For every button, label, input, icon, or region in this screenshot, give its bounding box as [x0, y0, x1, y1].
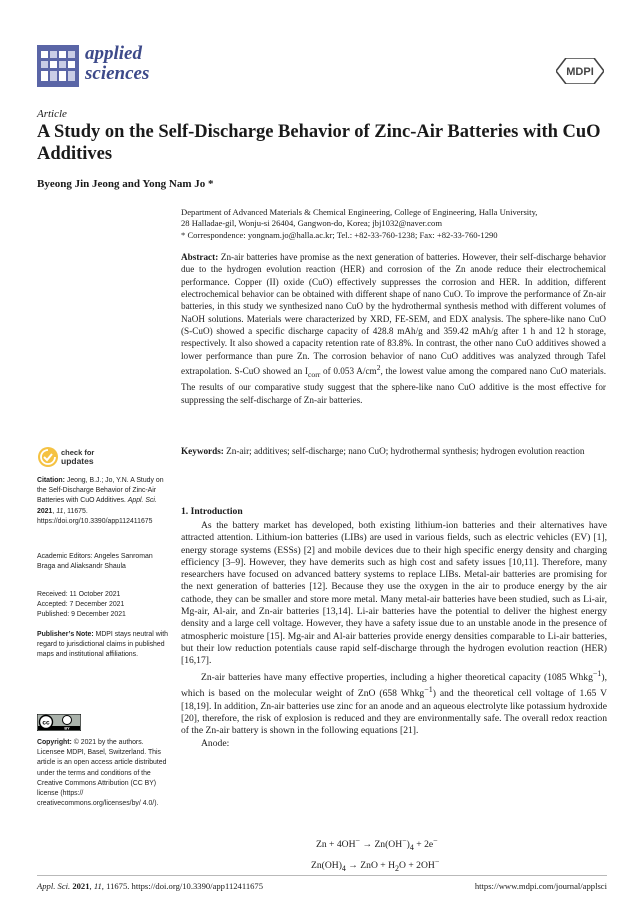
- copyright-block: [37, 738, 172, 809]
- citation-separator: ,: [52, 507, 57, 515]
- article-type: Article: [37, 108, 67, 120]
- copyright-text: © 2021 by the authors. Licensee MDPI, Basel, Switzerland. This article is an open access article distributed under the terms and conditions of the Creative Commons Attribution (CC BY) license (https:// creativecommons.org/licenses/by/ 4.0/).: [37, 739, 167, 808]
- paper-title: A Study on the Self-Discharge Behavior of Zinc-Air Batteries with CuO Additives: [37, 122, 601, 164]
- citation-journal: Appl. Sci.: [127, 497, 157, 505]
- equation-2: [311, 857, 439, 873]
- section-body: [181, 520, 607, 751]
- paragraph-superscript: −1: [592, 668, 602, 678]
- citation-block: [37, 476, 172, 527]
- abstract-text: Zn-air batteries have promise as the next generation of batteries. However, their self-discharge behavior due to the hydrogen evolution reaction (HER) and corrosion of the Zn anode reduce their electrochemical performance. Copper (II) oxide (CuO) effectively suppresses the corrosion and HER. In addition, different electrochemical behavior can be obtained with different shape of nano CuO. To improve the performance of Zn-air batteries, in this study we synthesized nano CuO by the hydrothermal synthesis method with different volumes of NaOH solutions. Materials were characterized by XRD, FE-SEM, and EDX analysis. The sphere-like nano CuO (S-CuO) showed a specific discharge capacity of 428.8 mAh/g and 359.42 mAh/g after 1 h and 12 h storage, respectively. It also showed a capacity retention rate of 83.8%. In contrast, the other nano CuO additives showed a lower performance than pure Zn. The corrosion behavior of nano CuO additives was analyzed through Tafel extrapolation. S-CuO showed an I: [181, 252, 606, 377]
- affiliation-block: [181, 207, 611, 241]
- abstract-text: of 0.053 A/cm: [320, 366, 377, 377]
- publisher-note: [37, 630, 172, 661]
- citation-text: Jeong, B.J.; Jo, Y.N. A Study on the Self-Discharge Behavior of Zinc-Air Batteries with CuO Additives.: [37, 477, 164, 505]
- abstract: [181, 251, 606, 406]
- keywords: [181, 445, 606, 457]
- footer-volume: 11: [93, 881, 102, 891]
- citation-label: Citation:: [37, 477, 65, 484]
- footer-separator: ,: [89, 881, 94, 891]
- section-heading: 1. Introduction: [181, 506, 243, 517]
- equation-superscript: −: [355, 836, 361, 845]
- abstract-text: , the lowest value among the compared nano CuO materials. The results of our comparative study suggest that the sphere-like nano CuO additive is the most effective for suppressing the self-discharge of Zn-air batteries.: [181, 366, 606, 405]
- abstract-superscript: 2: [376, 363, 381, 373]
- cc-by-license-icon[interactable]: [37, 714, 81, 731]
- published-date: Published: 9 December 2021: [37, 611, 126, 619]
- footer-citation: [37, 881, 263, 891]
- by-logo-text: BY: [64, 726, 70, 731]
- equation-subscript: 4: [409, 843, 414, 853]
- journal-logo-icon: [37, 45, 79, 87]
- paragraph-text: ), which is based on the molecular weight of ZnO (658 Whkg: [181, 671, 607, 700]
- paragraph-superscript: −1: [424, 685, 433, 695]
- citation-volume: 11: [56, 507, 64, 515]
- citation-year: 2021: [37, 507, 53, 515]
- equation-superscript: −: [434, 857, 440, 866]
- check-updates-icon: [37, 446, 59, 468]
- academic-editors: Academic Editors: Angeles Sanroman Braga and Aliaksandr Shaula: [37, 553, 153, 571]
- equation-text: O + 2OH: [399, 860, 435, 872]
- affiliation-line: Department of Advanced Materials & Chemical Engineering, College of Engineering, Halla University,: [181, 207, 538, 217]
- footer-year: 2021: [70, 881, 90, 891]
- dates-block: [37, 590, 172, 621]
- check-updates-line1: check for: [61, 448, 95, 457]
- footer-doi-link[interactable]: , 11675. https://doi.org/10.3390/app112411675: [101, 881, 264, 891]
- keywords-label: Keywords:: [181, 446, 224, 456]
- journal-name-line1: applied: [85, 43, 142, 64]
- abstract-label: Abstract:: [181, 252, 219, 262]
- equation-text: + 2e: [413, 839, 434, 851]
- equation-superscript: −: [402, 836, 407, 845]
- publisher-note-label: Publisher’s Note:: [37, 631, 94, 638]
- received-date: Received: 11 October 2021: [37, 591, 121, 598]
- keywords-text: Zn-air; additives; self-discharge; nano CuO; hydrothermal synthesis; hydrogen evolution reaction: [223, 446, 585, 456]
- footer-divider: [37, 875, 607, 876]
- check-updates-line2: updates: [61, 456, 94, 466]
- author-list: Byeong Jin Jeong and Yong Nam Jo *: [37, 178, 214, 190]
- correspondence-line: * Correspondence: yongnam.jo@halla.ac.kr; Tel.: +82-33-760-1238; Fax: +82-33-760-1290: [181, 229, 498, 240]
- equation-text: Zn(OH): [311, 860, 342, 872]
- journal-name-line2: sciences: [85, 63, 150, 84]
- check-updates-text: [61, 449, 94, 465]
- equation-text: ): [406, 839, 410, 851]
- equation-subscript: 4: [341, 864, 346, 874]
- footer-journal-url[interactable]: https://www.mdpi.com/journal/applsci: [474, 881, 607, 891]
- abstract-subscript: corr: [307, 369, 321, 379]
- equation-superscript: −: [433, 836, 438, 845]
- mdpi-logo-text: MDPI: [566, 66, 594, 78]
- publisher-note-text: MDPI stays neutral with regard to jurisdictional claims in published maps and institutional affiliations.: [37, 631, 168, 659]
- journal-name: [85, 44, 149, 84]
- paragraph-text: Zn-air batteries have many effective properties, including a higher theoretical capacity (1085 Whkg: [201, 671, 593, 683]
- citation-doi[interactable]: , 11675. https://doi.org/10.3390/app112411675: [37, 507, 153, 525]
- paragraph: As the battery market has developed, both existing lithium-ion batteries and their alternatives have attracted attention. Lithium-ion batteries (LIBs) are used in various fields, such as electric vehicles (EV) [1], energy storage systems (ESSs) [2] and mobile devices due to their high specific energy density and charging efficiency [3–9]. However, they have demerits such as high cost and safety issues [10,11]. Therefore, many researchers have focused on advanced battery systems to replace LIBs. Metal-air batteries are promising for the next generation of batteries [12]. Because they use the oxygen in the air to produce energy by the air cathode, they can be smaller and store more metal. Many metal-air batteries have been studied, such as Li-air, Mg-air, Al-air, and Zn-air batteries [13,14]. Li-air batteries have the potential to deliver the highest energy density and a large cell voltage. However, they have a safety issue due to an unstable anode in the presence of atmospheric moisture [15]. Mg-air and Al-air batteries provide energy densities comparable to Li-air batteries, but their low reduction potentials cause rapid self-discharge through the hydrogen evolution reaction (HER) [16,17].: [181, 520, 607, 667]
- equation-text: Zn + 4OH: [316, 839, 356, 851]
- footer-journal: Appl. Sci.: [37, 881, 71, 891]
- equation-text: → ZnO + H: [345, 860, 396, 872]
- equation-subscript: 2: [395, 864, 400, 874]
- paragraph: [181, 668, 607, 738]
- copyright-label: Copyright:: [37, 739, 72, 746]
- cc-logo-text: cc: [42, 719, 50, 727]
- accepted-date: Accepted: 7 December 2021: [37, 601, 125, 609]
- mdpi-logo-icon: [556, 58, 604, 84]
- affiliation-line: 28 Halladae-gil, Wonju-si 26404, Gangwon-do, Korea; jbj1032@naver.com: [181, 218, 443, 229]
- equation-text: → Zn(OH: [360, 839, 403, 851]
- paragraph-text: ) and the theoretical cell voltage of 1.65 V [18,19]. In addition, Zn-air batteries use zinc for an anode and an aqueous electrolyte like potassium hydroxide [20], therefore, the risk of explosion is reduced and they are environmentally safe. The overall redox reaction of the Zn-air battery is shown in the following equations [21].: [181, 688, 607, 737]
- equation-1: [316, 836, 438, 852]
- anode-label: Anode:: [201, 738, 230, 750]
